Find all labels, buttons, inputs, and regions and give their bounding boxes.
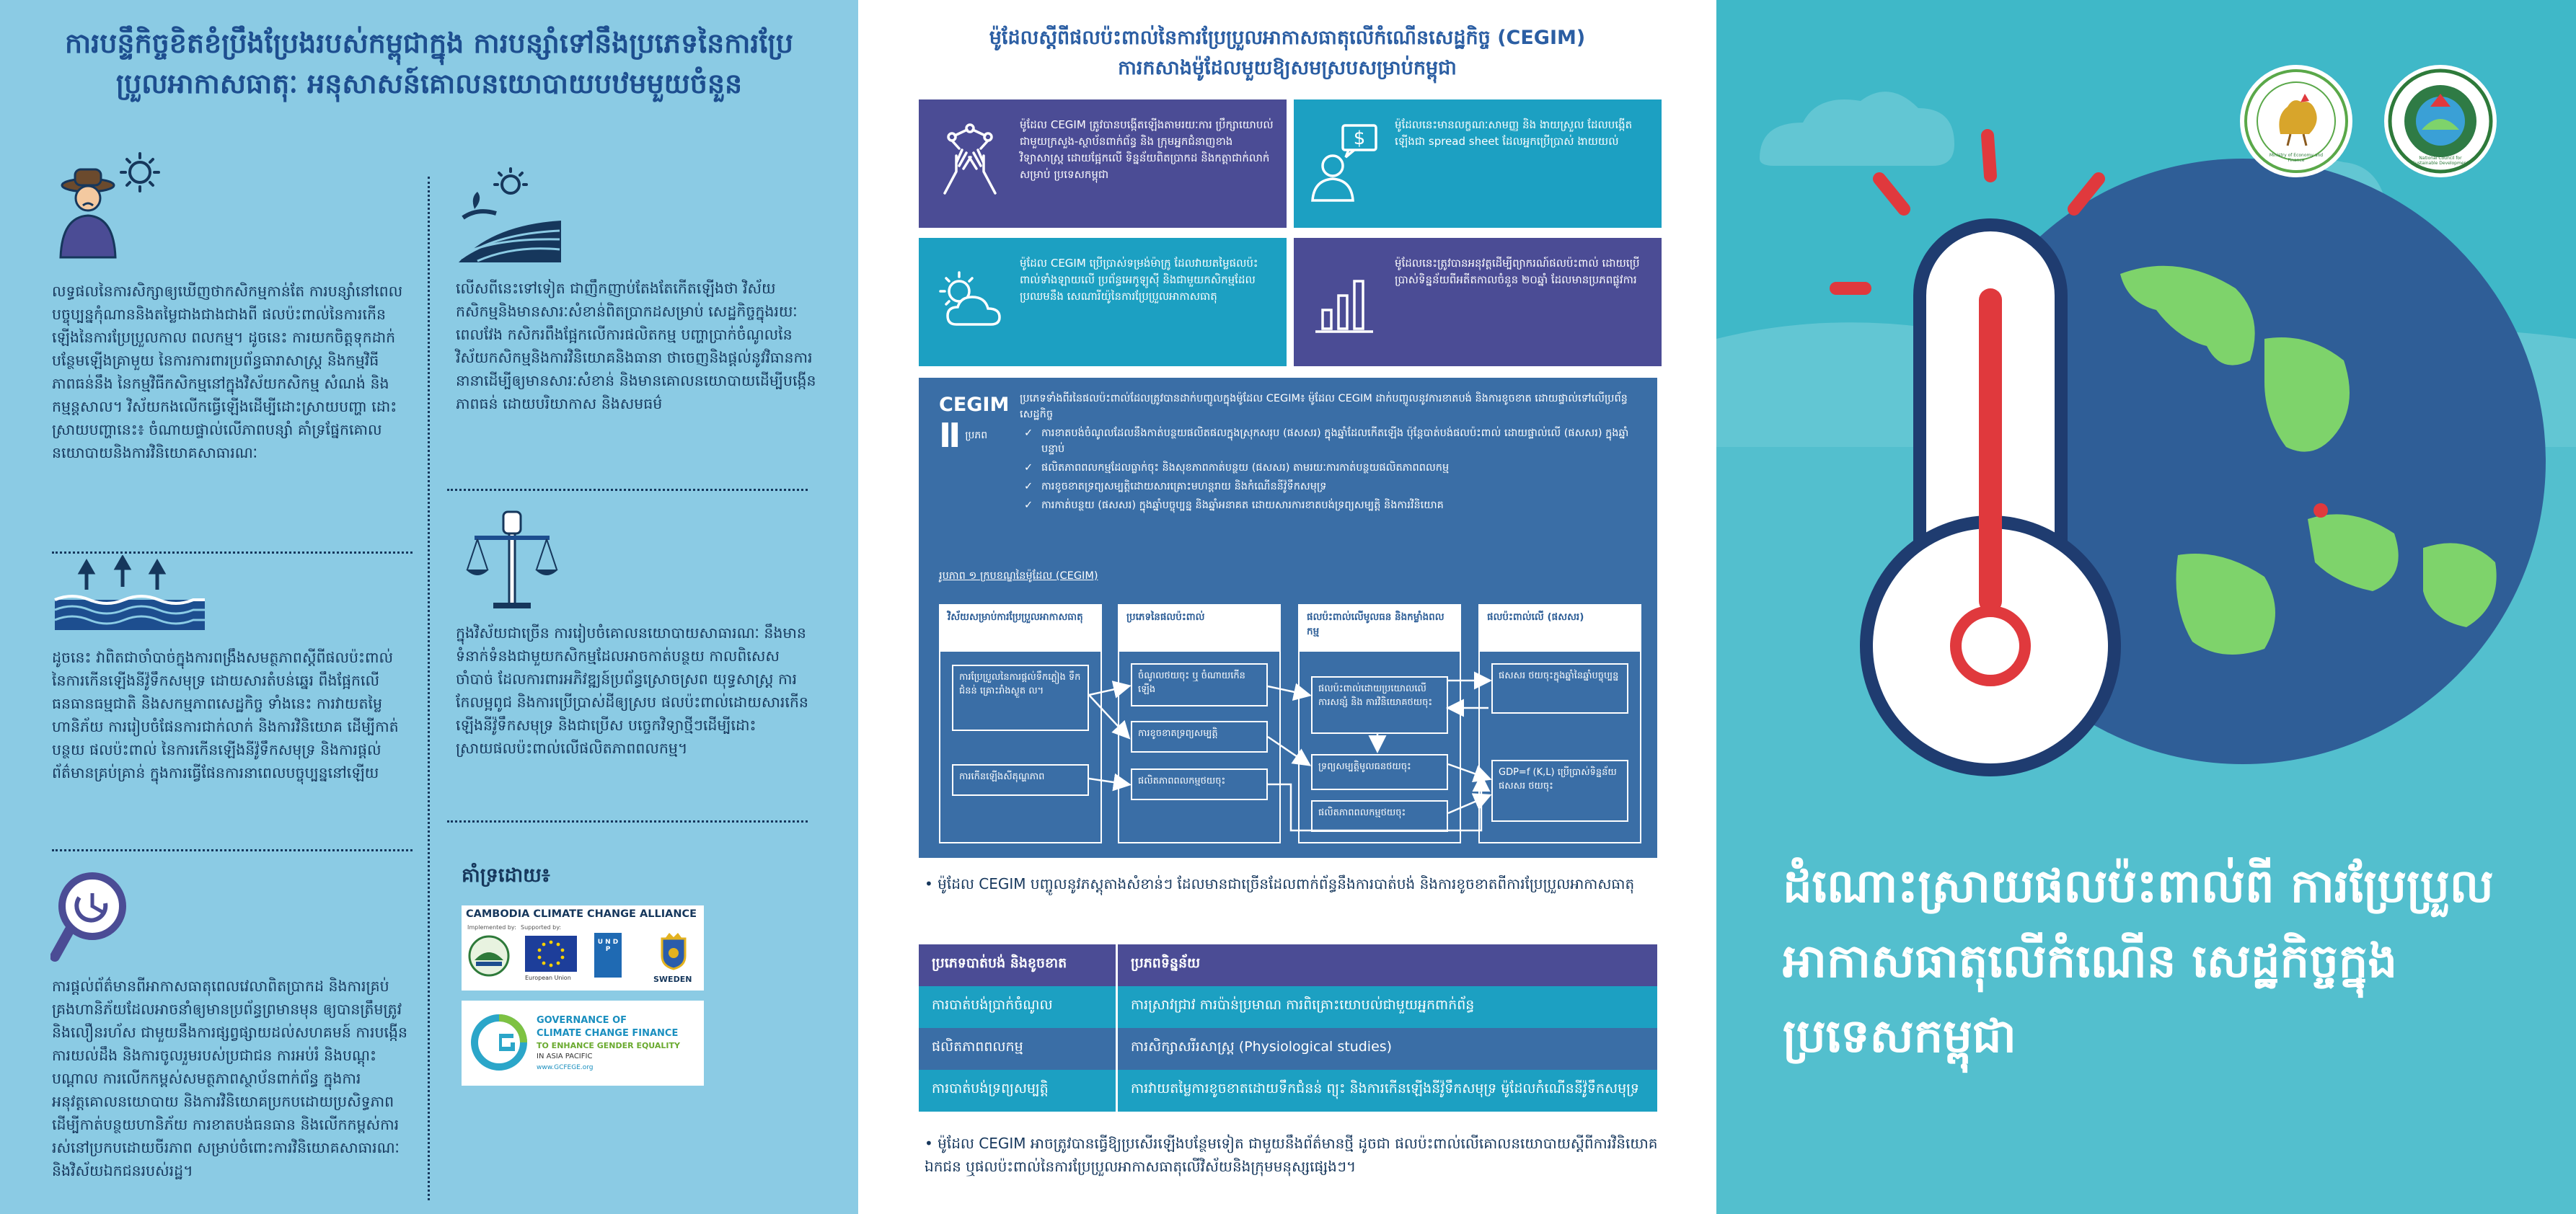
right-panel xyxy=(1716,0,2576,1214)
framework-head-sectors: វិស័យសម្រាប់ការប្រែប្រួលអាកាសធាតុ xyxy=(940,606,1100,652)
gcc-url: www.GCFEGE.org xyxy=(537,1064,594,1071)
card-macro-text: ម៉ូដែល CEGIM ប្រើប្រាស់ទម្រង់ម៉ាក្រូ ដែលវាយតម្លៃផលប៉ះពាល់ទាំងឡាយលើ ប្រព័ន្ធអេកូឡូស៊ី និងជាមួយកសិកម្មដែលប្រឈមនឹង សេណារីយ៉ូនៃការប្រែប្រួលអាកាសធាតុ xyxy=(1020,257,1258,303)
figure-caption: រូបភាព ១ ក្របខណ្ឌនៃម៉ូដែល (CEGIM) xyxy=(939,570,1098,582)
mid-title-line-2: ការកសាងម៉ូដែលមួយឱ្យសមស្របសម្រាប់កម្ពុជា xyxy=(1118,57,1457,79)
column-divider xyxy=(428,177,430,1200)
framework-box-savings: ផលប៉ះពាល់ដោយប្រយោលលើ ការសន្សំ និង ការវិនិយោគថយចុះ xyxy=(1311,676,1448,734)
table-header-cell: ប្រភេទបាត់បង់ និងខូចខាត xyxy=(919,944,1118,986)
cegim-bullet: ✓ ផលិតភាពពលកម្មដែលធ្លាក់ចុះ និងសុខភាពកាត់បន្ថយ (ផសសរ) តាមរយៈការកាត់បន្ថយផលិតភាពពលកម្ម xyxy=(1020,460,1641,476)
paragraph-1: លទ្ធផលនៃការសិក្សាឲ្យឃើញថាកសិកម្មកាន់តែ ការបន្សាំនៅពេលបច្ចុប្បន្នកុំណាននិងតម្លៃជាងជាងជាងពី ផលប៉ះពាល់នៃការកើនឡើងនៃការប្រែប្រួលកាល ពលកម្ម។ ដូចនេះ ការយកចិត្តទុកដាក់បន្ថែមឡើងគ្រាមួយ នៃការការពារប្រព័ន្ធធារាសាស្ត្រ និងកម្មវិធីភាពធន់នឹង នៃកម្មវិធីកសិកម្មនៅក្នុងវិស័យកសិកម្ម សំណង់ និង កម្មន្តសាល។ វិស័យកងលើកធ្វើឡើងដើម្បីដោះស្រាយបញ្ហា ដោះស្រាយបញ្ហានេះ៖ ចំណាយផ្ទាល់លើភាពបន្សាំ គាំទ្រផ្នែកគោលនយោបាយនិងការវិនិយោគសាធារណៈ xyxy=(52,283,403,461)
table-header-cell: ប្រភពទិន្នន័យ xyxy=(1131,955,1201,971)
card-consultation-text: ម៉ូដែល CEGIM ត្រូវបានបង្កើតឡើងតាមរយៈការ ប្រឹក្សាយោបល់ជាមួយក្រសួង-ស្ថាប័នពាក់ព័ន្ធ និង ក្រុមអ្នកជំនាញខាងវិទ្យាសាស្ត្រ ដោយផ្អែកលើ ទិន្នន័យពិតប្រាកដ និងកត្តាជាក់លាក់សម្រាប់ ប្រទេសកម្ពុជា xyxy=(1020,118,1274,181)
cegim-sub-label: ប្រភព xyxy=(965,429,988,441)
gcc-circle-logo-icon xyxy=(470,1012,528,1073)
hands-network-icon xyxy=(930,121,1010,206)
eu-flag-icon xyxy=(525,936,577,972)
eu-label: European Union xyxy=(525,975,571,981)
bullet-dot-icon: • xyxy=(925,875,938,892)
mef-seal-logo xyxy=(2240,65,2352,177)
mid-bullet-evidence-text: ម៉ូដែល CEGIM បញ្ចូលនូវភស្តុតាងសំខាន់ៗ ដែលមានជាច្រើនដែលពាក់ព័ន្ធនឹងការបាត់បង់ និងការខូចខាតពីការប្រែប្រួលអាកាសធាតុ xyxy=(938,875,1635,892)
undp-label: U N D P xyxy=(597,939,619,953)
bullet-dot-icon: • xyxy=(925,1135,938,1152)
person-dollar-icon xyxy=(1305,121,1385,206)
mid-bullet-evidence xyxy=(925,872,1667,895)
framework-box-income: ចំណូលថយចុះ ឬ ចំណាយកើនឡើង xyxy=(1131,663,1268,706)
sweden-label: SWEDEN xyxy=(653,975,692,984)
ccca-logo-box xyxy=(462,905,704,991)
mid-bullet-improve xyxy=(925,1132,1667,1178)
framework-box-capital-stock: ទ្រព្យសម្បត្តិមូលធនថយចុះ xyxy=(1311,754,1448,790)
mid-title-line-1: ម៉ូដែលស្ដីពីផលប៉ះពាល់នៃការប្រែប្រួលអាកាសធាតុលើកំណើនសេដ្ឋកិច្ច (CEGIM) xyxy=(989,27,1586,49)
table-cell: ផលិតភាពពលកម្ម xyxy=(919,1028,1118,1070)
sea-level-rise-icon xyxy=(50,555,209,634)
divider xyxy=(447,820,808,823)
paragraph-5: ការផ្ដល់ព័ត៌មានពីអាកាសធាតុពេលវេលាពិតប្រាកដ និងការគ្រប់គ្រងហានិភ័យដែលអាចនាំឲ្យមានប្រព័ន្ធព្រមានមុន ឲ្យបានត្រឹមត្រូវ និងលឿនរហ័ស ជាមួយនឹងការផ្សព្វផ្សាយដល់សហគមន៍ ការបង្កើនការយល់ដឹង និងការចូលរួមរបស់ប្រជាជន ការអប់រំ និងបណ្ដុះបណ្ដាល ការលើកកម្ពស់សមត្ថភាពស្ថាប័នពាក់ព័ន្ធ ក្នុងការអនុវត្តគោលនយោបាយ និងការវិនិយោគប្រកបដោយប្រសិទ្ធភាព ដើម្បីកាត់បន្ថយហានិភ័យ ការខាតបង់ធនធាន និងលើកកម្ពស់ការរស់នៅប្រកបដោយចីរភាព សម្រាប់ចំពោះការវិនិយោគសាធារណៈ និងវិស័យឯកជនរបស់រដ្ឋ។ xyxy=(52,978,408,1179)
framework-head-gdp: ផលប៉ះពាល់លើ (ផសសរ) xyxy=(1480,606,1640,652)
table-cell: ការបាត់បង់ទ្រព្យសម្បត្តិ xyxy=(919,1070,1118,1112)
svg-text:$: $ xyxy=(1353,128,1366,149)
gcc-line-1: GOVERNANCE OF xyxy=(537,1015,627,1026)
ministry-environment-logo-icon xyxy=(467,934,511,978)
undp-logo xyxy=(594,933,622,978)
supported-by-heading: គាំទ្រដោយ៖ xyxy=(462,864,550,887)
paragraph-3: ដូចនេះ វាពិតជាចាំបាច់ក្នុងការពង្រឹងសមត្ថភាពស្ដីពីផលប៉ះពាល់នៃការកើនឡើងនីវ៉ូទឹកសមុទ្រ ដោយសារតំបន់ឆ្នេរ ពឹងផ្អែកលើធនធានធម្មជាតិ និងសកម្មភាពសេដ្ឋកិច្ច ទាំងនេះ ការវាយតម្លៃ ហានិភ័យ ការរៀបចំផែនការជាក់លាក់ និងការវិនិយោគ ដើម្បីកាត់បន្ថយ ផលប៉ះពាល់ នៃការកើនឡើងនីវ៉ូទឹកសមុទ្រ និងការផ្ដល់ព័ត៌មានគ្រប់គ្រាន់ ក្នុងការធ្វើផែនការនាពេលបច្ចុប្បន្ននៅឡើយ xyxy=(52,649,399,781)
ccca-implemented-label: Implemented by: xyxy=(467,924,516,931)
cegim-bullet: ✓ ការកាត់បន្ថយ (ផសសរ) ក្នុងឆ្នាំបច្ចុប្បន្ន និងឆ្នាំអនាគត ដោយសារការខាតបង់ទ្រព្យសម្បត្តិ និងការវិនិយោគ xyxy=(1020,497,1641,513)
mid-bullet-improve-text: ម៉ូដែល CEGIM អាចត្រូវបានធ្វើឱ្យប្រសើរឡើងបន្ថែមទៀត ជាមួយនឹងព័ត៌មានថ្មី ដូចជា ផលប៉ះពាល់លើគោលនយោបាយស្ដីពីការវិនិយោគឯកជន ឬផលប៉ះពាល់នៃការប្រែប្រួលអាកាសធាតុលើវិស័យនិងក្រុមមនុស្សផ្សេងៗ។ xyxy=(925,1135,1658,1175)
left-panel xyxy=(0,0,858,1214)
gcc-logo-box xyxy=(462,1001,704,1086)
left-title: ការបន្ទឹកិច្ចខិតខំប្រឹងប្រែងរបស់កម្ពុជាក្នុង ការបន្សាំទៅនឹងប្រភេទនៃការប្រែប្រួលអាកាសធាតុៈ អនុសាសន៍គោលនយោបាយបឋមមួយចំនួន xyxy=(65,27,793,99)
framework-box-asset-damage: ការខូចខាតទ្រព្យសម្បត្តិ xyxy=(1131,721,1268,753)
sweden-crest-icon xyxy=(658,933,689,970)
framework-box-labour-down: ផលិតភាពពលកម្មថយចុះ xyxy=(1311,800,1448,832)
mef-seal-text: Ministry of Economy and Finance xyxy=(2269,153,2324,163)
table-row xyxy=(919,1028,1657,1070)
cegim-bullet: ✓ ការខូចខាតទ្រព្យសម្បត្តិដោយសារគ្រោះមហន្តរាយ និងកំណើននីវ៉ូទឹកសមុទ្រ xyxy=(1020,479,1641,495)
ccca-supported-label: Supported by: xyxy=(521,924,562,931)
divider xyxy=(52,849,413,851)
farmer-sun-icon xyxy=(50,148,166,263)
justice-scales-icon xyxy=(462,505,563,613)
table-cell: ការសិក្សាសរីរសាស្ត្រ (Physiological studies) xyxy=(1131,1039,1393,1055)
card-forecast xyxy=(1294,238,1662,366)
framework-head-impact-types: ប្រភេទនៃផលប៉ះពាល់ xyxy=(1119,606,1279,652)
gcc-line-2: CLIMATE CHANGE FINANCE xyxy=(537,1028,679,1039)
gcc-line-3: TO ENHANCE GENDER EQUALITY xyxy=(537,1041,680,1050)
card-spreadsheet xyxy=(1294,99,1662,228)
table-cell: ការបាត់បង់ប្រាក់ចំណូល xyxy=(919,986,1118,1028)
cegim-bullet: ✓ ការខាតបង់ចំណូលដែលនឹងកាត់បន្ថយផលិតផលក្នុងស្រុកសរុប (ផសសរ) ក្នុងឆ្នាំដែលកើតឡើង ប៉ុន្តែបាត់បង់ផលប៉ះពាល់ ដោយផ្ទាល់លើ (ផសសរ) ក្នុងឆ្នាំបន្ទាប់ xyxy=(1020,425,1641,457)
divider xyxy=(447,489,808,491)
framework-box-rainfall: ការប្រែប្រួលនៃការផ្ដល់ទឹកភ្លៀង ទឹកជំនន់ គ្រោះរាំងស្ងួត ល។ xyxy=(952,665,1089,731)
framework-box-gdp-current: ផសសរ ថយចុះក្នុងឆ្នាំនៃឆ្នាំបច្ចុប្បន្ន xyxy=(1491,663,1628,714)
framework-box-temperature: ការកើនឡើងសីតុណ្ហភាព xyxy=(952,764,1089,796)
data-source-table xyxy=(919,944,1657,1112)
framework-box-labour-prod: ផលិតភាពពលកម្មថយចុះ xyxy=(1131,768,1268,800)
sun-cloud-icon xyxy=(930,260,1010,345)
paragraph-4: ក្នុងវិស័យជាច្រើន ការរៀបចំគោលនយោបាយសាធារណៈ នឹងមានទំនាក់ទំនងជាមួយកសិកម្មដែលអាចកាត់បន្ថយ កាលពិសេសចាំបាច់ ដែលការពារអភិវឌ្ឍន៍ប្រព័ន្ធស្រោចស្រព យុទ្ធសាស្ត្រ ការកែលម្អពូជ និងការប្រើប្រាស់ដីឲ្យស្រប ផលប៉ះពាល់ដោយសារកើនឡើងនីវ៉ូទឹកសមុទ្រ និងជាប្រើស បច្ចេកវិទ្យាថ្មីៗដើម្បីដោះស្រាយផលប៉ះពាល់លើផលិតភាពពលកម្ម។ xyxy=(456,624,808,757)
framework-arrows xyxy=(919,378,1657,858)
framework-head-capital-labour: ផលប៉ះពាល់លើមូលធន និងកម្លាំងពលកម្ម xyxy=(1300,606,1460,652)
cegim-intro: ប្រភេទទាំងពីរនៃផលប៉ះពាល់ដែលត្រូវបានដាក់បញ្ចូលក្នុងម៉ូដែល CEGIM៖ ម៉ូដែល CEGIM ដាក់បញ្ចូលនូវការខាតបង់ និងការខូចខាត ដោយផ្ទាល់ទៅលើប្រព័ន្ធសេដ្ឋកិច្ច xyxy=(1020,393,1628,420)
cegim-label-text: CEGIM xyxy=(939,394,1010,416)
card-consultation xyxy=(919,99,1287,228)
cover-title: ដំណោះស្រាយផលប៉ះពាល់ពី ការប្រែប្រួលអាកាសធាតុលើកំណើន សេដ្ឋកិច្ចក្នុងប្រទេសកម្ពុជា xyxy=(1783,860,2494,1063)
farm-field-icon xyxy=(456,167,564,268)
table-cell: ការស្រាវជ្រាវ ការប៉ាន់ប្រមាណ ការពិគ្រោះយោបល់ជាមួយអ្នកពាក់ព័ន្ធ xyxy=(1131,997,1475,1013)
bar-chart-icon xyxy=(1305,260,1385,345)
magnifier-icon xyxy=(50,869,137,970)
cegim-framework-box xyxy=(919,378,1657,858)
card-forecast-text: ម៉ូដែលនេះត្រូវបានអនុវត្តដើម្បីព្យាករណ៍ផលប៉ះពាល់ ដោយប្រើប្រាស់ទិន្នន័យពីអតីតកាលចំនួន ២០ឆ្នាំ ដែលមានប្រភពផ្លូវការ xyxy=(1395,257,1640,286)
framework-box-gdp-function: GDP=f (K,L) ប្រើប្រាស់ទិន្នន័យ ផសសរ ថយចុះ xyxy=(1491,760,1628,822)
divider xyxy=(52,551,413,554)
table-header-row xyxy=(919,944,1657,986)
gcc-line-4: IN ASIA PACIFIC xyxy=(537,1053,593,1060)
table-row xyxy=(919,986,1657,1028)
number-two-icon: Ⅱ xyxy=(939,416,961,455)
paragraph-2: លើសពីនេះទៅទៀត ជាញឹកញាប់តែងតែកើតឡើងថា វិស័យកសិកម្មនិងមានសារៈសំខាន់ពិតប្រាកដសម្រាប់ សេដ្ឋកិច្ចក្នុងរយៈពេលវែង កសិករពឹងផ្អែកលើការផលិតកម្ម បញ្ហាប្រាក់ចំណូលនៃវិស័យកសិកម្មនិងការវិនិយោគនិងធានា ថាចេញនិងផ្ដល់នូវវិធានការនានាដើម្បីឲ្យមានសារៈសំខាន់ និងមានគោលនយោបាយដើម្បីបង្កើនភាពធន់ ដោយបរិយាកាស និងសមធម៌ xyxy=(456,280,816,412)
table-cell: ការវាយតម្លៃការខូចខាតដោយទឹកជំនន់ ព្យុះ និងការកើនឡើងនីវ៉ូទឹកសមុទ្រ ម៉ូដែលកំណើននីវ៉ូទឹកសមុទ្រ xyxy=(1131,1081,1639,1096)
card-spreadsheet-text: ម៉ូដែលនេះមានលក្ខណៈសាមញ្ញ និង ងាយស្រួល ដែលបង្កើតឡើងជា spread sheet ដែលអ្នកប្រើប្រាស់ ងាយយល់ xyxy=(1395,118,1633,148)
ncsd-seal-logo xyxy=(2384,65,2497,177)
table-row xyxy=(919,1070,1657,1112)
card-macro xyxy=(919,238,1287,366)
mid-title xyxy=(909,23,1666,84)
ncsd-seal-text: National Council for Sustainable Development xyxy=(2412,156,2469,166)
ccca-name: CAMBODIA CLIMATE CHANGE ALLIANCE xyxy=(466,908,697,920)
